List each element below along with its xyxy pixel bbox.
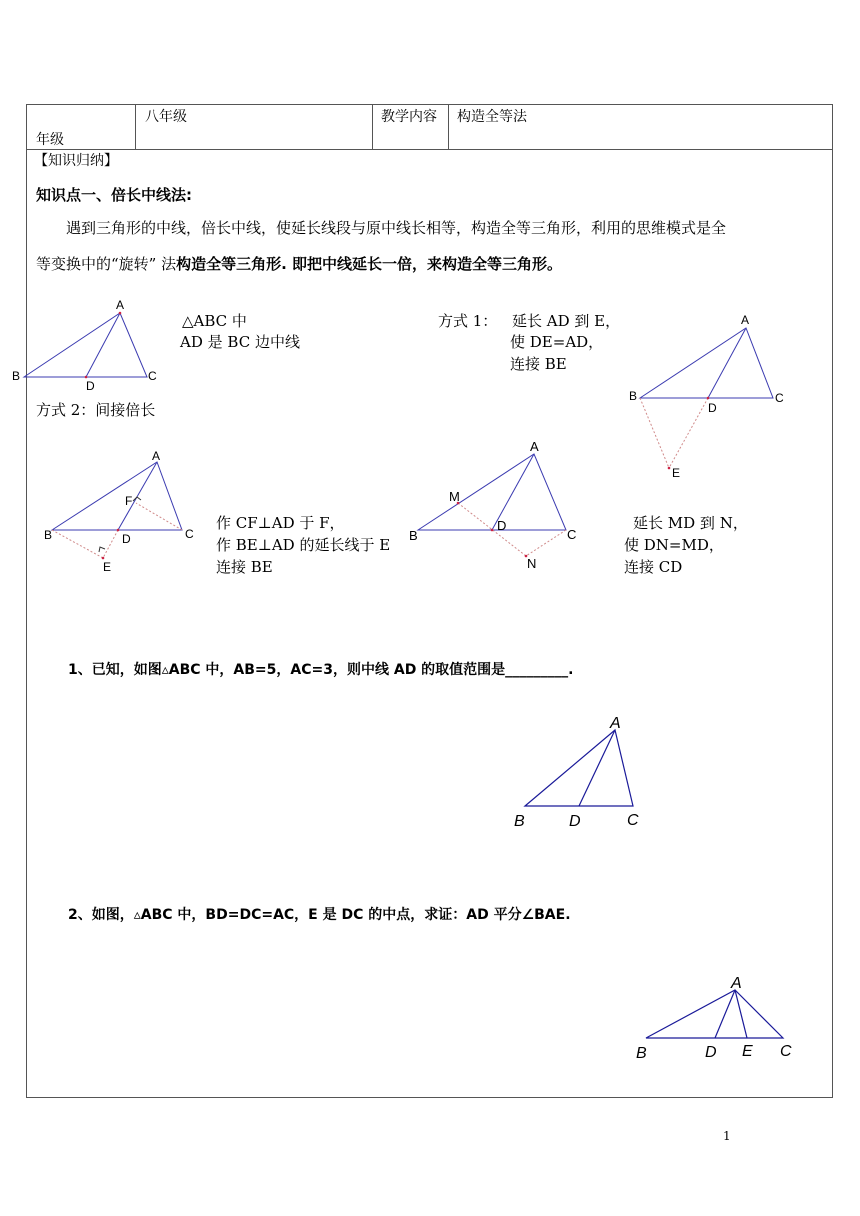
method1-line2: 使 DE=AD，	[510, 333, 604, 351]
p2-label-a: A	[731, 975, 742, 992]
p1-label-c: C	[627, 812, 639, 829]
m2b-label-m: M	[449, 489, 460, 504]
point1-para-bold: 构造全等三角形. 即把中线延长一倍，来构造全等三角形。	[176, 255, 563, 273]
m2a-de	[103, 530, 118, 558]
m2a-be	[52, 530, 103, 558]
method2-figB	[409, 439, 576, 571]
m2a-label-f: F	[125, 494, 133, 508]
m2b-point-d	[491, 529, 494, 532]
method1-line1: 延长 AD 到 E，	[512, 312, 621, 330]
m1-be	[640, 398, 669, 468]
method1-label: 方式 1：	[438, 312, 498, 330]
fig1-point-d	[85, 376, 88, 379]
p1-triangle	[525, 730, 633, 806]
fig1	[12, 298, 157, 393]
p2-label-e: E	[742, 1043, 753, 1060]
m2a-point-e	[102, 557, 105, 560]
fig1-label-d: D	[86, 379, 95, 393]
p2-ae	[735, 990, 747, 1038]
method2-figB-line2: 使 DN=MD，	[624, 536, 724, 554]
problem1-fig	[514, 715, 639, 830]
m1-label-d: D	[708, 401, 717, 415]
method1-fig	[629, 313, 784, 480]
method2-figA-line3: 连接 BE	[216, 558, 273, 576]
m2a-label-a: A	[152, 449, 161, 463]
m2a-label-d: D	[122, 532, 131, 546]
m2a-point-d	[117, 529, 120, 532]
m2a-label-b: B	[44, 528, 53, 542]
grade-value: 八年级	[145, 109, 187, 125]
method1-line3: 连接 BE	[510, 355, 567, 373]
p2-triangle	[646, 990, 783, 1038]
fig1-label-c: C	[148, 369, 157, 383]
m1-label-a: A	[741, 313, 750, 327]
m1-point-e	[668, 467, 671, 470]
method2-figA	[44, 449, 194, 574]
page-number: 1	[723, 1129, 731, 1143]
p1-label-b: B	[514, 813, 525, 830]
method2-figB-line1: 延长 MD 到 N，	[633, 514, 748, 532]
point1-title-bold: 倍长中线法:	[111, 186, 193, 204]
content-value: 构造全等法	[457, 109, 527, 125]
p1-median	[579, 730, 615, 806]
fig1-median	[86, 313, 120, 377]
problem2-fig	[636, 975, 792, 1062]
m1-median	[708, 328, 746, 398]
m2b-label-a: A	[530, 439, 539, 454]
m2a-cf	[136, 503, 182, 530]
m2b-label-c: C	[567, 527, 577, 542]
m1-triangle	[640, 328, 773, 398]
m2b-label-b: B	[409, 528, 418, 543]
grade-label: 年级	[36, 132, 64, 148]
problem1-text: 1、已知，如图▵ABC 中，AB=5，AC=3，则中线 AD 的取值范围是_________.	[68, 662, 574, 678]
point1-para-line1: 遇到三角形的中线，倍长中线，使延长线段与原中线长相等，构造全等三角形，利用的思维模式是全	[66, 219, 727, 237]
m2a-label-c: C	[185, 527, 194, 541]
method2-label: 方式 2：间接倍长	[36, 401, 156, 419]
fig1-label-a: A	[116, 298, 125, 312]
method2-figA-line1: 作 CF⊥AD 于 F，	[216, 514, 345, 532]
fig1-triangle	[24, 313, 147, 377]
fig1-desc-line2: AD 是 BC 边中线	[180, 333, 300, 351]
m2a-label-e: E	[103, 560, 112, 574]
p1-label-d: D	[569, 813, 581, 830]
content-label: 教学内容	[381, 109, 437, 125]
m2a-right-angle-f	[133, 497, 141, 501]
m2b-label-n: N	[527, 556, 537, 571]
m2a-median	[118, 462, 157, 530]
section-title: 【知识归纳】	[34, 153, 118, 169]
m1-point-d	[707, 397, 710, 400]
point1-title-prefix: 知识点一、	[36, 186, 112, 204]
m2a-right-angle-e	[99, 547, 105, 552]
m2b-triangle	[418, 454, 566, 530]
p2-label-d: D	[705, 1044, 717, 1061]
method2-figA-line2: 作 BE⊥AD 的延长线于 E	[216, 536, 391, 554]
fig1-label-b: B	[12, 369, 21, 383]
p2-label-b: B	[636, 1045, 647, 1062]
m1-extension	[669, 398, 708, 468]
m2a-triangle	[52, 462, 182, 530]
p2-ad	[715, 990, 735, 1038]
m1-label-e: E	[672, 466, 681, 480]
m1-label-c: C	[775, 391, 784, 405]
m1-label-b: B	[629, 389, 638, 403]
p2-label-c: C	[780, 1043, 792, 1060]
point1-para-plain: 等变换中的“旋转” 法	[36, 255, 177, 273]
problem2-text: 2、如图，▵ABC 中，BD=DC=AC，E 是 DC 的中点，求证：AD 平分∠BAE.	[68, 907, 571, 923]
m2b-cn	[526, 530, 566, 556]
fig1-point-a	[119, 312, 122, 315]
method2-figB-line3: 连接 CD	[624, 558, 683, 576]
m2b-label-d: D	[497, 518, 507, 533]
fig1-desc-line1: △ABC 中	[182, 312, 247, 330]
p1-label-a: A	[610, 715, 621, 732]
